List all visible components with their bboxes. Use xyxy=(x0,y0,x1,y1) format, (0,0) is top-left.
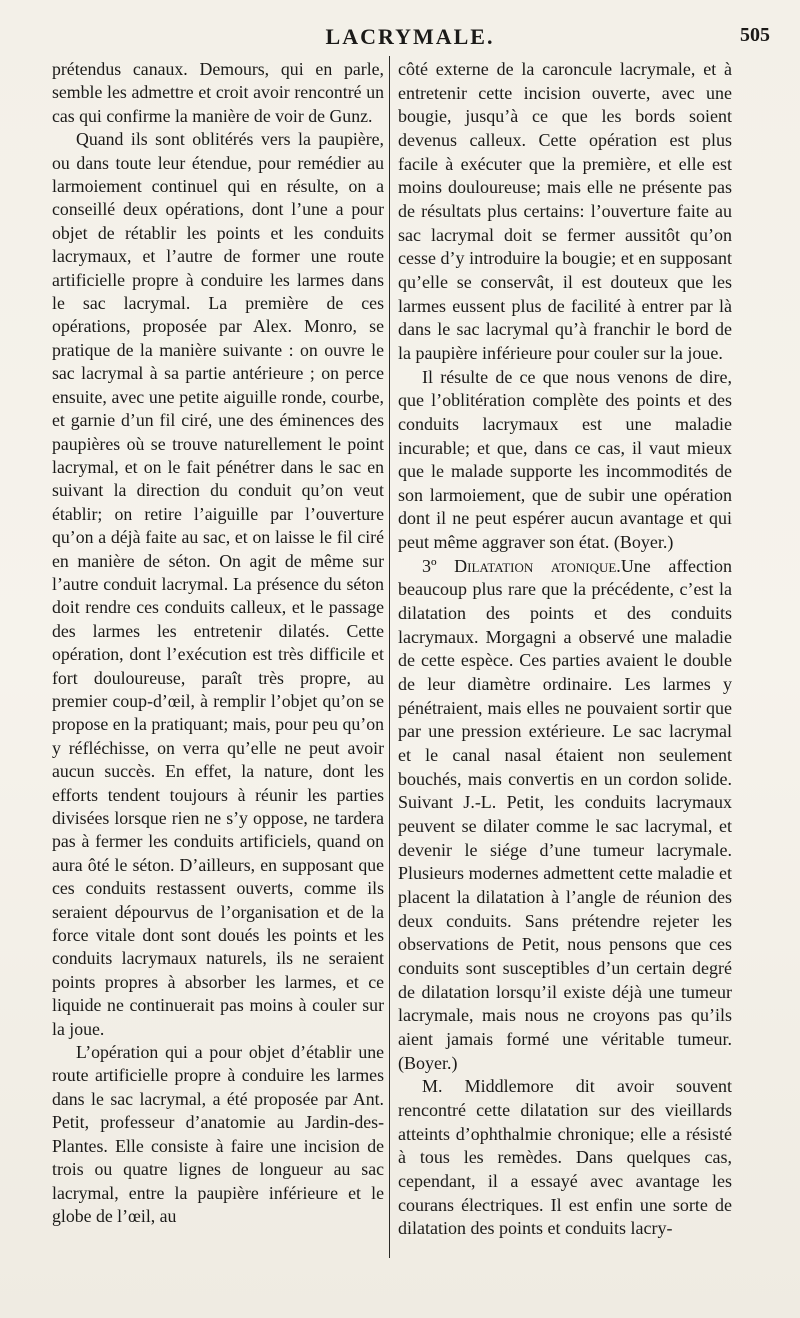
paragraph: M. Middlemore dit avoir souvent rencontré cette dilatation sur des vieillards atteints d’ophthalmie chronique; elle a résisté à tous les remèdes. Dans quelques cas, cependant, il a essayé avec avantage les courans électriques. Il est enfin une sorte de dilatation des points et conduits lacry- xyxy=(398,1076,732,1239)
section-paragraph xyxy=(398,555,732,1075)
page-header xyxy=(50,24,770,54)
section-heading: Dilatation atonique. xyxy=(454,555,621,576)
section-text: Une affection beaucoup plus rare que la précédente, c’est la dilatation des points et des conduits lacrymaux. Morgagni a observé une maladie de cette espèce. Ces parties avaient le double de leur diamètre ordinaire. Les larmes y pénétraient, mais elles ne pouvaient sortir que par une pression extérieure. Le sac lacrymal et le canal nasal étaient non seulement bouchés, mais convertis en un cordon solide. Suivant J.-L. Petit, les conduits lacrymaux peuvent se dilater comme le sac lacrymal, et devenir le siége d’une tumeur lacrymale. Plusieurs modernes admettent cette maladie et placent la dilatation à l’angle de réunion des deux conduits. Sans prétendre rejeter les observations de Petit, nous pensons que ces conduits sont susceptibles d’un certain degré de dilatation lorsqu’il existe déjà une tumeur lacrymale, mais nous ne croyons pas qu’ils aient jamais formé une véritable tumeur. (Boyer.) xyxy=(398,555,732,1073)
paragraph: Il résulte de ce que nous venons de dire, que l’oblitération complète des points et des conduits lacrymaux est une maladie incurable; et que, dans ce cas, il vaut mieux que le malade supporte les incommodités de son larmoiement, que de subir une opération dont il ne peut espérer aucun avantage et qui peut même aggraver son état. (Boyer.) xyxy=(398,366,732,553)
paragraph: côté externe de la caroncule lacrymale, et à entretenir cette incision ouverte, avec une bougie, jusqu’à ce que les bords soient devenus calleux. Cette opération est plus facile à exécuter que la première, et elle est moins douloureuse; mais elle ne présente pas de résultats plus certains: l’ouverture faite au sac lacrymal doit se fermer aussitôt qu’on cesse d’y introduire la bougie; et en supposant qu’elle se conservât, il est douteux que les larmes eussent plus de facilité à entrer par là dans le sac lacrymal qu’à franchir le bord de la paupière inférieure pour couler sur la joue. xyxy=(398,59,732,363)
column-divider xyxy=(389,56,390,1258)
right-column xyxy=(398,58,732,1241)
page-number: 505 xyxy=(740,24,770,46)
paragraph: L’opération qui a pour objet d’établir une route artificielle propre à conduire les larmes dans le sac lacrymal, a été proposée par Ant. Petit, professeur d’anatomie au Jardin-des-Plantes. Elle consiste à faire une incision de trois ou quatre lignes de longueur au sac lacrymal, entre la paupière inférieure et le globe de l’œil, au xyxy=(52,1042,384,1226)
section-number: 3º xyxy=(422,555,437,576)
bleed-through-texture xyxy=(50,1262,740,1292)
paragraph: prétendus canaux. Demours, qui en parle, semble les admettre et croit avoir rencontré un cas qui confirme la manière de voir de Gunz. xyxy=(52,59,384,126)
paragraph: Quand ils sont oblitérés vers la paupière, ou dans toute leur étendue, pour remédier au larmoiement continuel qui en résulte, on a conseillé deux opérations, dont l’une a pour objet de rétablir les points et les conduits lacrymaux, et l’autre de former une route artificielle propre à conduire les larmes dans le sac lacrymal. La première de ces opérations, proposée par Alex. Monro, se pratique de la manière suivante : on ouvre le sac lacrymal à sa partie antérieure ; on perce ensuite, avec une petite aiguille ronde, courbe, et garnie d’un fil ciré, une des éminences des paupières où se trouve naturellement le point lacrymal, et on le fait pénétrer dans le sac en suivant la direction du conduit qu’on veut établir; on retire l’aiguille par l’ouverture qu’on a déjà faite au sac, et on laisse le fil ciré en manière de séton. On agit de même sur l’autre conduit lacrymal. La présence du séton doit rendre ces conduits calleux, et le passage des larmes les entretenir dilatés. Cette opération, dont l’exécution est très difficile et fort douloureuse, paraît très propre, au premier coup-d’œil, à remplir l’objet qu’on se propose en la pratiquant; mais, pour peu qu’on y réfléchisse, on verra qu’elle ne peut avoir aucun succès. En effet, la nature, dont les efforts tendent toujours à réunir les parties divisées lorsque rien ne s’y oppose, ne tardera pas à fermer les conduits artificiels, quand on aura ôté le séton. D’ailleurs, en supposant que ces conduits restassent ouverts, comme ils seraient dépourvus de l’organisation et de la force vitale dont sont doués les points et les conduits lacrymaux naturels, ils ne seraient points propres à absorber les larmes, et ce liquide ne continuerait pas moins à couler sur la joue. xyxy=(52,129,384,1039)
running-title: LACRYMALE. xyxy=(325,24,495,49)
left-column xyxy=(52,58,384,1228)
